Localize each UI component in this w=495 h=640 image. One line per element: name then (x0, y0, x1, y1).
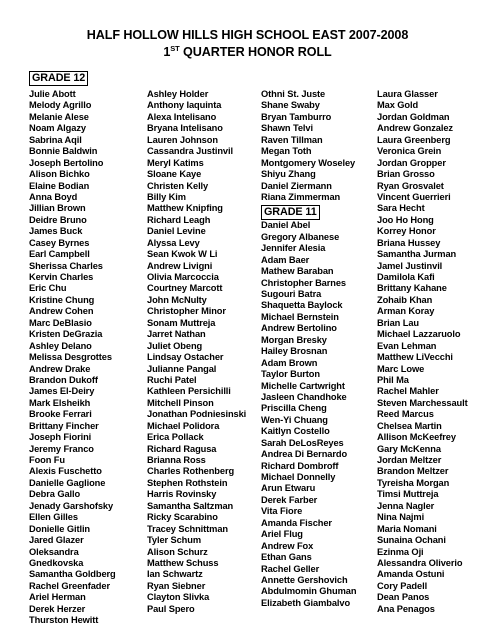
student-name: Othni St. Juste (261, 89, 326, 99)
student-name: Veronica Grein (377, 146, 442, 157)
student-name: Anthony Iaquinta (147, 100, 222, 111)
student-name: Andrew Fox (261, 540, 314, 551)
student-name: Daniel Levine (147, 226, 206, 237)
student-name: Elizabeth Giambalvo (261, 597, 351, 608)
student-name: Sean Kwok W Li (147, 249, 218, 260)
student-name: Andrew Drake (29, 363, 91, 374)
student-name: Ellen Gilles (29, 512, 78, 523)
student-name: Arun Etwaru (261, 483, 316, 494)
student-name: Jillian Brown (29, 203, 86, 214)
student-name: Richard Leagh (147, 214, 211, 225)
grade-12-list-col1 (29, 89, 116, 627)
student-name: Ariel Flug (261, 529, 303, 540)
student-name: Erica Pollack (147, 432, 204, 443)
student-name: Ryan Grosvalet (377, 180, 444, 191)
column-4 (377, 89, 468, 615)
student-name: Jasleen Chandhoke (261, 391, 347, 402)
student-name: Montgomery Woseley (261, 157, 356, 168)
student-name: Earl Campbell (29, 249, 90, 260)
student-name: Sloane Kaye (147, 169, 202, 180)
grade-11-heading (261, 203, 356, 220)
student-name: Vincent Guerrieri (377, 191, 451, 202)
student-name: Richard Dombroff (261, 460, 339, 471)
student-name: Vita Fiore (261, 506, 303, 517)
student-name: Brittany Fincher (29, 420, 99, 431)
student-name: Sara Hecht (377, 203, 425, 214)
student-name: Sonam Muttreja (147, 317, 216, 328)
student-name: Christopher Minor (147, 306, 226, 317)
student-name: Paul Spero (147, 603, 195, 614)
student-name: Damilola Kafi (377, 272, 435, 282)
student-name: Hailey Brosnan (261, 346, 328, 357)
student-name: Stephen Rothstein (147, 477, 228, 488)
student-name: Alessandra Oliverio (377, 557, 463, 568)
student-name: Megan Toth (261, 146, 312, 157)
quarter-number: 1 (163, 45, 171, 59)
student-name: Foon Fu (29, 455, 65, 465)
grade-11-list-col4 (377, 89, 468, 615)
student-name: Brandon Meltzer (377, 466, 449, 477)
student-name: Joo Ho Hong (377, 214, 434, 225)
student-name: Jeremy Franco (29, 443, 94, 454)
student-name: Anna Boyd (29, 191, 78, 202)
student-name: James El-Deiry (29, 386, 95, 397)
student-name: Jennifer Alesia (261, 243, 326, 254)
student-name: Reed Marcus (377, 409, 434, 420)
student-name: Sugouri Batra (261, 289, 322, 299)
student-name: Timsi Muttreja (377, 489, 439, 500)
student-name: Nina Najmi (377, 512, 425, 523)
student-name: Brianna Ross (147, 455, 206, 465)
student-name: Riana Zimmerman (261, 191, 341, 202)
student-name: Samantha Jurman (377, 249, 457, 260)
student-name: Priscilla Cheng (261, 403, 327, 414)
student-name: Michael Polidora (147, 420, 220, 431)
student-name: Mathew Baraban (261, 266, 334, 277)
student-name: Ezinma Oji (377, 546, 424, 557)
student-name: Andrew Cohen (29, 306, 94, 317)
student-name: Derek Farber (261, 494, 318, 505)
student-name: Shane Swaby (261, 100, 320, 111)
student-name: Shaquetta Baylock (261, 300, 343, 311)
student-name: Steven Marchessault (377, 397, 468, 408)
student-name: Ariel Herman (29, 592, 86, 603)
student-name: Kervin Charles (29, 272, 94, 282)
column-1 (29, 72, 116, 627)
column-3 (261, 89, 356, 609)
student-name: Max Gold (377, 100, 419, 111)
student-name: Michael Bernstein (261, 311, 339, 322)
student-name: Samantha Saltzman (147, 500, 234, 511)
student-name: James Buck (29, 226, 83, 237)
student-name: Casey Byrnes (29, 237, 90, 248)
student-name: Arman Koray (377, 306, 435, 317)
student-name: Tracey Schnittman (147, 523, 228, 534)
student-name: Alexa Intelisano (147, 111, 217, 122)
student-name: Sherissa Charles (29, 260, 103, 271)
student-name: Ian Schwartz (147, 569, 203, 580)
student-name: Bryana Intelisano (147, 123, 223, 134)
student-name: Danielle Gaglione (29, 477, 106, 488)
student-name: Rachel Mahler (377, 386, 439, 397)
student-name: Julie Abott (29, 89, 76, 99)
student-name: Andrew Gonzalez (377, 123, 453, 134)
student-name: Eric Chu (29, 283, 67, 294)
student-name: Matthew LiVecchi (377, 352, 453, 363)
student-name: Alison Bichko (29, 169, 90, 180)
student-name: Amanda Fischer (261, 517, 332, 528)
student-name: Cassandra Justinvil (147, 146, 233, 157)
student-name: Dean Panos (377, 592, 430, 603)
page-title (0, 28, 495, 42)
student-name: Andrea Di Bernardo (261, 449, 348, 460)
student-name: Courtney Marcott (147, 283, 223, 294)
page-subtitle (0, 45, 495, 59)
student-name: Olivia Marcoccia (147, 272, 219, 282)
student-name: Ricky Scarabino (147, 512, 218, 523)
student-name: Melody Agrillo (29, 100, 92, 111)
student-name: Jordan Meltzer (377, 455, 442, 465)
student-name: Marc DeBlasio (29, 317, 92, 328)
student-name: Maria Nomani (377, 523, 437, 534)
student-name: Amanda Ostuni (377, 569, 445, 580)
student-name: Wen-Yi Chuang (261, 414, 328, 425)
student-name: Ethan Gans (261, 552, 312, 563)
student-name: Gregory Albanese (261, 231, 340, 242)
student-name: Andrew Livigni (147, 260, 213, 271)
student-name: Laura Greenberg (377, 134, 451, 145)
student-name: Alyssa Levy (147, 237, 200, 248)
student-name: Harris Rovinsky (147, 489, 217, 500)
student-name: Ashley Delano (29, 340, 92, 351)
student-name: Daniel Abel (261, 220, 311, 231)
student-name: Oleksandra (29, 546, 79, 557)
student-name: Michael Donnelly (261, 472, 336, 482)
student-name: Michael Lazzaruolo (377, 329, 461, 340)
student-name: John McNulty (147, 294, 207, 305)
student-name: Andrew Bertolino (261, 323, 337, 334)
student-name: Evan Lehman (377, 340, 437, 351)
student-name: Clayton Slivka (147, 592, 210, 603)
student-name: Donielle Gitlin (29, 523, 90, 534)
student-name: Alison Schurz (147, 546, 208, 557)
student-name: Samantha Goldberg (29, 569, 116, 580)
student-name: Marc Lowe (377, 363, 425, 374)
student-name: Cory Padell (377, 580, 428, 591)
student-name: Jarret Nathan (147, 329, 206, 340)
student-name: Shawn Telvi (261, 123, 313, 134)
student-name: Gnedkovska (29, 557, 84, 568)
student-name: Christopher Barnes (261, 277, 346, 288)
student-name: Jamel Justinvil (377, 260, 443, 271)
student-name: Michelle Cartwright (261, 380, 345, 391)
student-name: Thurston Hewitt (29, 615, 99, 626)
honor-roll-title: QUARTER HONOR ROLL (179, 45, 332, 59)
student-name: Briana Hussey (377, 237, 441, 248)
student-name: Derek Herzer (29, 603, 86, 614)
student-name: Rachel Greenfader (29, 580, 110, 591)
grade-12-list-col3 (261, 89, 356, 203)
grade-12-list-col2 (147, 89, 246, 615)
student-name: Jenady Garshofsky (29, 500, 114, 511)
student-name: Rachel Geller (261, 563, 320, 574)
student-name: Laura Glasser (377, 89, 438, 99)
student-name: Brooke Ferrari (29, 409, 92, 420)
student-name: Bonnie Baldwin (29, 146, 98, 157)
student-name: Chelsea Martin (377, 420, 442, 431)
grade-11-label: GRADE 11 (261, 205, 320, 220)
student-name: Deidre Bruno (29, 214, 87, 225)
school-title: HALF HOLLOW HILLS HIGH SCHOOL EAST 2007-2008 (86, 28, 409, 42)
student-name: Shiyu Zhang (261, 169, 316, 180)
student-name: Joseph Bertolino (29, 157, 104, 168)
student-name: Taylor Burton (261, 369, 320, 380)
student-name: Richard Ragusa (147, 443, 217, 454)
student-name: Billy Kim (147, 191, 186, 202)
student-name: Raven Tillman (261, 134, 323, 145)
student-name: Brittany Kahane (377, 283, 447, 294)
student-name: Joseph Fiorini (29, 432, 92, 443)
student-name: Abdulmomin Ghuman (261, 586, 357, 597)
column-2 (147, 89, 246, 615)
student-name: Kristine Chung (29, 294, 95, 305)
student-name: Melissa Desgrottes (29, 352, 112, 363)
grade-12-label: GRADE 12 (29, 71, 88, 86)
student-name: Matthew Knipfing (147, 203, 223, 214)
student-name: Phil Ma (377, 374, 409, 385)
student-name: Lindsay Ostacher (147, 352, 224, 363)
student-name: Kathleen Persichilli (147, 386, 231, 397)
student-name: Sabrina Aqil (29, 134, 82, 145)
student-name: Bryan Tamburro (261, 111, 332, 122)
student-name: Annette Gershovich (261, 574, 348, 585)
student-name: Elaine Bodian (29, 180, 90, 191)
student-name: Jared Glazer (29, 535, 84, 546)
student-name: Jonathan Podniesinski (147, 409, 247, 420)
student-name: Brandon Dukoff (29, 374, 98, 385)
student-name: Brian Grosso (377, 169, 435, 180)
student-name: Allison McKeefrey (377, 432, 456, 443)
student-name: Zohaib Khan (377, 294, 433, 305)
student-name: Juliet Obeng (147, 340, 203, 351)
student-name: Julianne Pangal (147, 363, 217, 374)
student-name: Jordan Gropper (377, 157, 446, 168)
student-name: Christen Kelly (147, 180, 209, 191)
student-name: Korrey Honor (377, 226, 436, 237)
student-name: Sunaina Ochani (377, 535, 446, 546)
student-name: Meryl Katims (147, 157, 204, 168)
grade-11-list-col3 (261, 220, 356, 609)
ordinal-suffix: ST (170, 44, 180, 53)
student-name: Adam Baer (261, 254, 310, 265)
student-name: Adam Brown (261, 357, 318, 368)
student-name: Ashley Holder (147, 89, 209, 99)
student-name: Kaitlyn Costello (261, 426, 330, 437)
student-name: Ryan Siebner (147, 580, 206, 591)
student-name: Morgan Bresky (261, 334, 327, 345)
student-name: Melanie Alese (29, 111, 89, 122)
student-name: Matthew Schuss (147, 557, 219, 568)
student-name: Debra Gallo (29, 489, 81, 500)
student-name: Daniel Ziermann (261, 180, 332, 191)
student-name: Jenna Nagler (377, 500, 435, 511)
student-name: Sarah DeLosReyes (261, 437, 344, 448)
student-name: Ruchi Patel (147, 374, 197, 385)
student-name: Tyler Schum (147, 535, 202, 546)
student-name: Charles Rothenberg (147, 466, 235, 477)
student-name: Mark Elsheikh (29, 397, 91, 408)
student-name: Gary McKenna (377, 443, 441, 454)
student-name: Alexis Fuschetto (29, 466, 102, 477)
student-name: Brian Lau (377, 317, 419, 328)
student-name: Tyreisha Morgan (377, 477, 450, 488)
student-name: Lauren Johnson (147, 134, 218, 145)
student-name: Ana Penagos (377, 603, 435, 614)
student-name: Kristen DeGrazia (29, 329, 103, 340)
student-name: Noam Algazy (29, 123, 86, 134)
student-name: Jordan Goldman (377, 111, 450, 122)
student-name: Mitchell Pinson (147, 397, 214, 408)
